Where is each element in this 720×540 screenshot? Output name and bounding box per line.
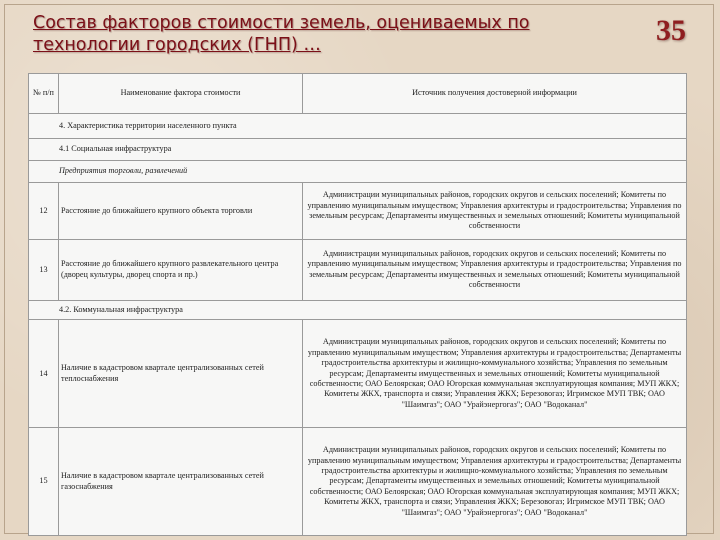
section-row [29,160,687,182]
row-num: 14 [29,320,59,428]
row-source: Администрации муниципальных районов, городских округов и сельских поселений; Комитеты по управлению муниципальным имуществом; Управления архитектуры и градостроительства; Департаменты градостроительства архитектуры и жилищно-коммунального хозяйства; Управления по земельным ресурсам; Департаменты имущественных и земельных отношений; Комитеты муниципальной собственности; ОАО Белоярская; ОАО Югорская коммунальная эксплуатирующая компания; МУП ЖКХ; Комитеты ЖКХ, транспорта и связи; Управления ЖКХ; Березовогаз; Игримское МУП ТВК; ОАО "Шаимгаз"; ОАО "Урайэнергогаз"; ОАО "Водоканал" [303,320,687,428]
header-factor: Наименование фактора стоимости [59,74,303,114]
row-factor: Наличие в кадастровом квартале централизованных сетей теплоснабжения [59,320,303,428]
table-row [29,240,687,301]
section-title-4: 4. Характеристика территории населенного пункта [29,113,687,138]
factors-table [28,73,687,536]
section-row [29,138,687,160]
table-row [29,320,687,428]
row-num: 15 [29,428,59,536]
section-title-4-2: 4.2. Коммунальная инфраструктура [29,300,687,320]
table-header-row [29,74,687,114]
title-line-1: Состав факторов стоимости земель, оцениваемых по [33,13,530,33]
header-source: Источник получения достоверной информации [303,74,687,114]
slide-title [33,12,593,56]
section-title-4-1: 4.1 Социальная инфраструктура [29,138,687,160]
section-row [29,113,687,138]
row-source: Администрации муниципальных районов, городских округов и сельских поселений; Комитеты по управлению муниципальным имуществом; Управления архитектуры и градостроительства; Департаменты градостроительства архитектуры и жилищно-коммунального хозяйства; Управления по земельным ресурсам; Департаменты имущественных и земельных отношений; Комитеты муниципальной собственности; ОАО Белоярская; ОАО Югорская коммунальная эксплуатирующая компания; МУП ЖКХ; Комитеты ЖКХ, транспорта и связи; Управления ЖКХ; Березовогаз; Игримское МУП ТВК; ОАО "Шаимгаз"; ОАО "Урайэнергогаз"; ОАО "Водоканал" [303,428,687,536]
title-line-2: технологии городских (ГНП) … [33,35,321,55]
row-factor: Наличие в кадастровом квартале централизованных сетей газоснабжения [59,428,303,536]
row-factor: Расстояние до ближайшего крупного развлекательного центра (дворец культуры, дворец спорта и пр.) [59,240,303,301]
row-num: 13 [29,240,59,301]
header-num: № п/п [29,74,59,114]
section-row [29,300,687,320]
row-source: Администрации муниципальных районов, городских округов и сельских поселений; Комитеты по управлению муниципальным имуществом; Управления архитектуры и градостроительства; Управления по земельным ресурсам; Департаменты имущественных и земельных отношений; Комитеты муниципальной собственности [303,182,687,239]
row-num: 12 [29,182,59,239]
section-subtitle: Предприятия торговли, развлечений [29,160,687,182]
table-row [29,182,687,239]
page-number: 35 [656,14,686,47]
row-source: Администрации муниципальных районов, городских округов и сельских поселений; Комитеты по управлению муниципальным имуществом; Управления архитектуры и градостроительства; Управления по земельным ресурсам; Департаменты имущественных и земельных отношений; Комитеты муниципальной собственности [303,240,687,301]
row-factor: Расстояние до ближайшего крупного объекта торговли [59,182,303,239]
table-row [29,428,687,536]
